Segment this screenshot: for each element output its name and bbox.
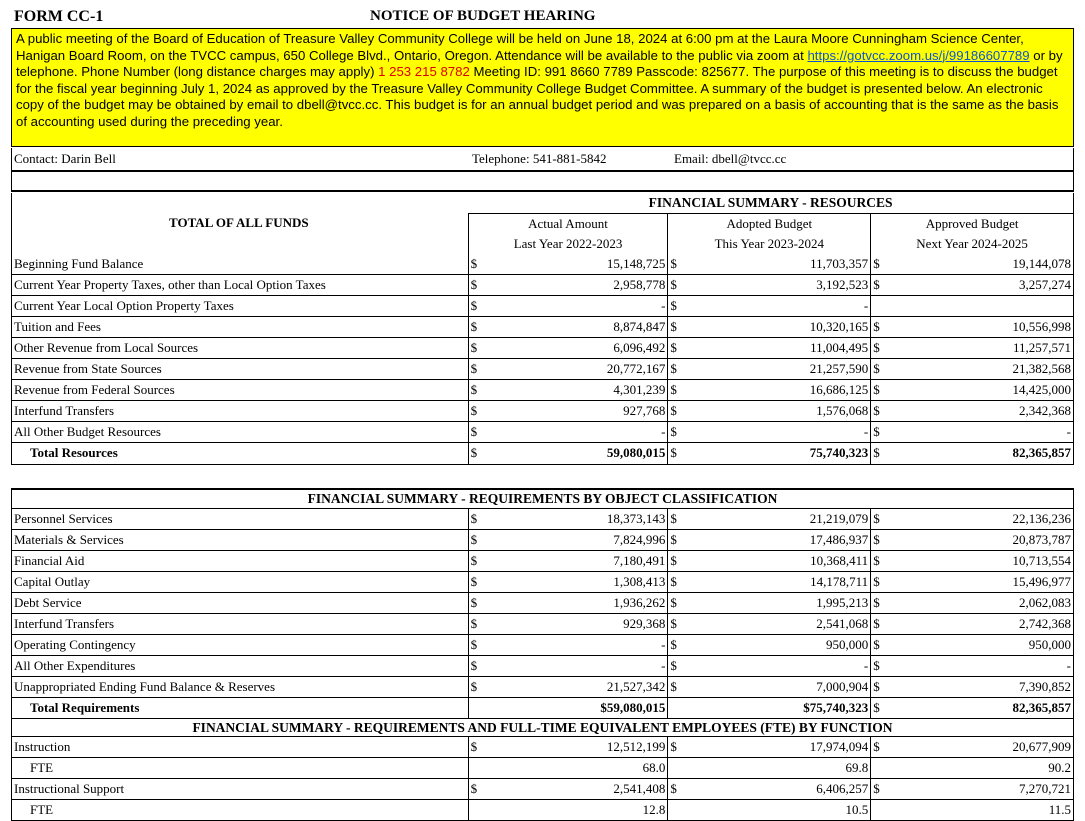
currency-symbol: $ (668, 274, 688, 295)
total-label: Total Requirements (12, 698, 469, 719)
currency-symbol: $ (668, 316, 688, 337)
fte-row (12, 758, 1074, 779)
fte-section-title: FINANCIAL SUMMARY - REQUIREMENTS AND FULL-TIME EQUIVALENT EMPLOYEES (FTE) BY FUNCTION (12, 719, 1074, 737)
notice-text-1: A public meeting of the Board of Education of Treasure Valley Community College will be held on June 18, 2024 at 6:00 pm at the Laura Moore Cunningham Science Center, Hanigan Board Room, on the TVCC campus, 650 College Blvd., Ontario, Oregon. Attendance will be available to the public via zoom at (16, 31, 1024, 63)
value-last-year: - (488, 635, 668, 656)
currency-symbol: $ (871, 509, 891, 530)
table-row (12, 677, 1074, 698)
value-this-year: 7,000,904 (688, 677, 871, 698)
currency-symbol: $ (871, 442, 891, 464)
currency-symbol: $ (468, 635, 488, 656)
blank-cell (668, 800, 688, 821)
value-last-year: 2,958,778 (488, 274, 668, 295)
value-this-year: 10,320,165 (688, 316, 871, 337)
value-this-year: 11,004,495 (688, 337, 871, 358)
value-this-year: 11,703,357 (688, 254, 871, 275)
fte-last-year: 68.0 (488, 758, 668, 779)
value-this-year: 21,257,590 (688, 358, 871, 379)
currency-symbol: $ (871, 379, 891, 400)
currency-symbol: $ (668, 421, 688, 442)
currency-symbol: $ (668, 442, 688, 464)
value-this-year: 1,576,068 (688, 400, 871, 421)
value-next-year: 19,144,078 (891, 254, 1074, 275)
value-last-year: 15,148,725 (488, 254, 668, 275)
currency-symbol: $ (668, 379, 688, 400)
row-label: Instruction (12, 737, 469, 758)
requirements-total-row (12, 698, 1074, 719)
row-label: Tuition and Fees (12, 316, 469, 337)
currency-symbol: $ (468, 316, 488, 337)
contact-telephone: Telephone: 541-881-5842 (472, 151, 607, 166)
notice-text-2: or by telephone. Phone Number (long distance charges may apply) (16, 47, 1063, 79)
value-next-year: - (891, 656, 1074, 677)
table-row (12, 551, 1074, 572)
currency-symbol: $ (871, 316, 891, 337)
value-next-year: 2,342,368 (891, 400, 1074, 421)
row-label: Materials & Services (12, 530, 469, 551)
currency-symbol: $ (668, 614, 688, 635)
currency-symbol: $ (468, 779, 488, 800)
table-row (12, 337, 1074, 358)
fte-this-year: 69.8 (688, 758, 871, 779)
currency-symbol: $ (668, 254, 688, 275)
value-last-year: 12,512,199 (488, 737, 668, 758)
currency-symbol: $ (871, 254, 891, 275)
value-next-year: 7,390,852 (891, 677, 1074, 698)
currency-symbol: $ (668, 572, 688, 593)
contact-name: Contact: Darin Bell (14, 151, 116, 166)
currency-symbol: $ (871, 614, 891, 635)
value-next-year: 20,873,787 (891, 530, 1074, 551)
blank-cell (468, 758, 488, 779)
currency-symbol: $ (871, 337, 891, 358)
value-last-year: 7,180,491 (488, 551, 668, 572)
total-value: $75,740,323 (688, 698, 871, 719)
currency-symbol: $ (668, 737, 688, 758)
currency-symbol: $ (668, 593, 688, 614)
currency-symbol: $ (668, 358, 688, 379)
value-next-year: 7,270,721 (891, 779, 1074, 800)
table-row (12, 379, 1074, 400)
currency-symbol: $ (468, 379, 488, 400)
currency-symbol: $ (668, 656, 688, 677)
page-title: NOTICE OF BUDGET HEARING (370, 8, 596, 24)
row-label: Current Year Local Option Property Taxes (12, 295, 469, 316)
resources-section-title: FINANCIAL SUMMARY - RESOURCES (468, 193, 1073, 213)
currency-symbol: $ (871, 656, 891, 677)
table-row (12, 635, 1074, 656)
total-value: 75,740,323 (688, 442, 871, 464)
currency-symbol: $ (468, 421, 488, 442)
currency-symbol: $ (871, 677, 891, 698)
table-row (12, 358, 1074, 379)
requirements-table (11, 490, 1074, 821)
currency-symbol: $ (668, 677, 688, 698)
table-row (12, 530, 1074, 551)
currency-symbol (871, 295, 891, 316)
row-label: Operating Contingency (12, 635, 469, 656)
row-label: Revenue from State Sources (12, 358, 469, 379)
table-row (12, 779, 1074, 800)
currency-symbol: $ (871, 635, 891, 656)
value-last-year: - (488, 421, 668, 442)
row-label: All Other Expenditures (12, 656, 469, 677)
meeting-notice (11, 28, 1074, 147)
currency-symbol: $ (871, 593, 891, 614)
currency-symbol: $ (468, 254, 488, 275)
fte-label: FTE (12, 758, 469, 779)
currency-symbol: $ (468, 614, 488, 635)
value-last-year: 6,096,492 (488, 337, 668, 358)
total-label: Total Resources (12, 442, 469, 464)
table-row (12, 656, 1074, 677)
col1-line2: Last Year 2022-2023 (468, 234, 668, 254)
value-next-year: 15,496,977 (891, 572, 1074, 593)
table-row (12, 593, 1074, 614)
currency-symbol: $ (468, 509, 488, 530)
value-this-year: - (688, 656, 871, 677)
currency-symbol: $ (468, 572, 488, 593)
total-value: $59,080,015 (488, 698, 668, 719)
currency-symbol: $ (871, 551, 891, 572)
fte-label: FTE (12, 800, 469, 821)
total-value: 82,365,857 (891, 698, 1074, 719)
currency-symbol: $ (668, 337, 688, 358)
total-value: 82,365,857 (891, 442, 1074, 464)
currency-symbol: $ (668, 400, 688, 421)
currency-symbol: $ (468, 358, 488, 379)
row-label: Instructional Support (12, 779, 469, 800)
value-this-year: 1,995,213 (688, 593, 871, 614)
currency-symbol: $ (871, 698, 891, 719)
value-next-year: 20,677,909 (891, 737, 1074, 758)
currency-symbol: $ (468, 737, 488, 758)
value-last-year: 18,373,143 (488, 509, 668, 530)
row-label: Capital Outlay (12, 572, 469, 593)
value-next-year: 10,556,998 (891, 316, 1074, 337)
table-row (12, 400, 1074, 421)
value-next-year: 11,257,571 (891, 337, 1074, 358)
value-this-year: 16,686,125 (688, 379, 871, 400)
resources-total-row (12, 442, 1074, 464)
col3-line1: Approved Budget (871, 213, 1074, 234)
row-label: Personnel Services (12, 509, 469, 530)
currency-symbol: $ (668, 295, 688, 316)
value-next-year: 14,425,000 (891, 379, 1074, 400)
currency-symbol: $ (668, 551, 688, 572)
value-next-year: - (891, 421, 1074, 442)
value-this-year: 17,486,937 (688, 530, 871, 551)
row-label: All Other Budget Resources (12, 421, 469, 442)
zoom-link[interactable]: https://gotvcc.zoom.us/j/99186607789 (807, 47, 1030, 63)
table-row (12, 254, 1074, 275)
value-next-year: 10,713,554 (891, 551, 1074, 572)
currency-symbol: $ (668, 779, 688, 800)
value-this-year: 2,541,068 (688, 614, 871, 635)
table-row (12, 421, 1074, 442)
form-label: FORM CC-1 (14, 8, 104, 25)
row-label: Unappropriated Ending Fund Balance & Reserves (12, 677, 469, 698)
value-this-year: - (688, 421, 871, 442)
value-last-year: 8,874,847 (488, 316, 668, 337)
currency-symbol: $ (468, 656, 488, 677)
currency-symbol: $ (871, 400, 891, 421)
value-last-year: 7,824,996 (488, 530, 668, 551)
total-value: 59,080,015 (488, 442, 668, 464)
value-last-year: 1,308,413 (488, 572, 668, 593)
currency-symbol: $ (668, 509, 688, 530)
currency-symbol: $ (668, 635, 688, 656)
fte-this-year: 10.5 (688, 800, 871, 821)
currency-symbol: $ (468, 677, 488, 698)
divider (11, 190, 1074, 192)
row-label: Current Year Property Taxes, other than Local Option Taxes (12, 274, 469, 295)
currency-symbol: $ (468, 593, 488, 614)
currency-symbol: $ (871, 572, 891, 593)
value-this-year: - (688, 295, 871, 316)
currency-symbol: $ (871, 737, 891, 758)
notice-text-3: Meeting ID: 991 8660 7789 Passcode: 825677. The purpose of this meeting is to discuss the budget for the fiscal year beginning July 1, 2024 as approved by the Treasure Valley Community College Budget Committee. A summary of the budget is presented below. An electronic copy of the budget may be obtained by email to dbell@tvcc.cc. This budget is for an annual budget period and was prepared on a basis of accounting that is the same as the basis of accounting used during the preceding year. (16, 64, 1059, 129)
value-this-year: 17,974,094 (688, 737, 871, 758)
table-row (12, 572, 1074, 593)
contact-email: Email: dbell@tvcc.cc (674, 151, 787, 166)
blank-cell (668, 758, 688, 779)
currency-symbol: $ (871, 358, 891, 379)
value-this-year: 950,000 (688, 635, 871, 656)
row-label: Interfund Transfers (12, 614, 469, 635)
row-label: Revenue from Federal Sources (12, 379, 469, 400)
value-this-year: 14,178,711 (688, 572, 871, 593)
value-next-year: 21,382,568 (891, 358, 1074, 379)
value-this-year: 10,368,411 (688, 551, 871, 572)
fte-next-year: 11.5 (891, 800, 1074, 821)
row-label: Financial Aid (12, 551, 469, 572)
currency-symbol: $ (871, 779, 891, 800)
value-next-year: 22,136,236 (891, 509, 1074, 530)
value-last-year: - (488, 656, 668, 677)
value-this-year: 3,192,523 (688, 274, 871, 295)
value-this-year: 6,406,257 (688, 779, 871, 800)
value-last-year: 2,541,408 (488, 779, 668, 800)
value-next-year: 3,257,274 (891, 274, 1074, 295)
value-last-year: 929,368 (488, 614, 668, 635)
value-last-year: - (488, 295, 668, 316)
fte-last-year: 12.8 (488, 800, 668, 821)
currency-symbol: $ (668, 530, 688, 551)
blank-cell (468, 800, 488, 821)
blank-cell (871, 800, 891, 821)
fte-next-year: 90.2 (891, 758, 1074, 779)
currency-symbol: $ (468, 400, 488, 421)
value-last-year: 927,768 (488, 400, 668, 421)
table-row (12, 274, 1074, 295)
value-next-year: 950,000 (891, 635, 1074, 656)
col3-line2: Next Year 2024-2025 (871, 234, 1074, 254)
row-label: Other Revenue from Local Sources (12, 337, 469, 358)
fte-row (12, 800, 1074, 821)
col2-line2: This Year 2023-2024 (668, 234, 871, 254)
label-header: TOTAL OF ALL FUNDS (12, 213, 469, 234)
value-last-year: 20,772,167 (488, 358, 668, 379)
requirements-section-title: FINANCIAL SUMMARY - REQUIREMENTS BY OBJECT CLASSIFICATION (12, 490, 1074, 509)
col2-line1: Adopted Budget (668, 213, 871, 234)
row-label: Beginning Fund Balance (12, 254, 469, 275)
currency-symbol: $ (468, 274, 488, 295)
resources-table (11, 193, 1074, 465)
value-next-year: 2,742,368 (891, 614, 1074, 635)
phone-number: 1 253 215 8782 (378, 64, 470, 79)
blank-cell (871, 758, 891, 779)
blank-row (11, 172, 1074, 190)
table-row (12, 295, 1074, 316)
value-last-year: 21,527,342 (488, 677, 668, 698)
currency-symbol: $ (468, 530, 488, 551)
value-last-year: 4,301,239 (488, 379, 668, 400)
row-label: Interfund Transfers (12, 400, 469, 421)
table-row (12, 316, 1074, 337)
value-next-year (891, 295, 1074, 316)
value-this-year: 21,219,079 (688, 509, 871, 530)
currency-symbol: $ (468, 442, 488, 464)
contact-row (11, 148, 1074, 170)
currency-symbol: $ (468, 337, 488, 358)
currency-symbol: $ (468, 551, 488, 572)
value-next-year: 2,062,083 (891, 593, 1074, 614)
table-row (12, 614, 1074, 635)
currency-symbol: $ (871, 421, 891, 442)
col1-line1: Actual Amount (468, 213, 668, 234)
table-row (12, 509, 1074, 530)
value-last-year: 1,936,262 (488, 593, 668, 614)
table-row (12, 737, 1074, 758)
row-label: Debt Service (12, 593, 469, 614)
currency-symbol: $ (871, 530, 891, 551)
currency-symbol: $ (871, 274, 891, 295)
currency-symbol: $ (468, 295, 488, 316)
